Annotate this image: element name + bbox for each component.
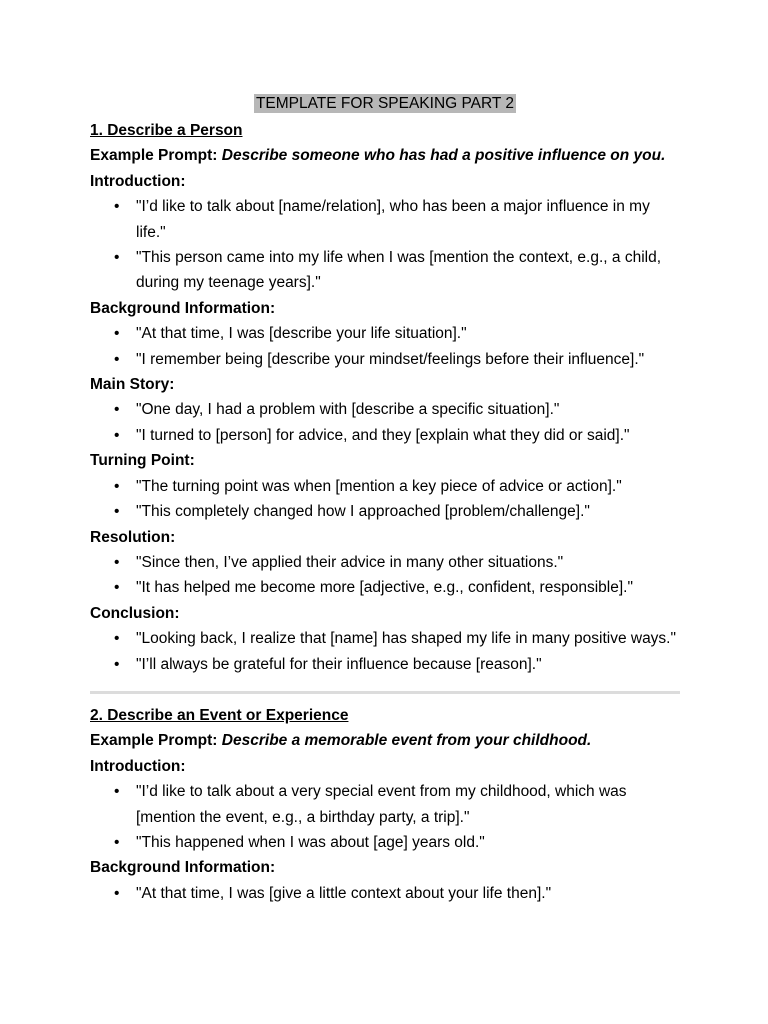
block-label-introduction: Introduction:: [90, 172, 186, 190]
bullet-list: [90, 626, 680, 677]
example-prompt: [90, 728, 680, 753]
list-item: • "The turning point was when [mention a key piece of advice or action].": [90, 474, 680, 499]
list-item: • "I’ll always be grateful for their influence because [reason].": [90, 652, 680, 677]
block-label-resolution: Resolution:: [90, 528, 176, 546]
block-label-background: Background Information:: [90, 299, 276, 317]
list-item: • "I remember being [describe your mindset/feelings before their influence].": [90, 347, 680, 372]
list-item: • "Looking back, I realize that [name] has shaped my life in many positive ways.": [90, 626, 680, 651]
document-page: [90, 93, 680, 906]
list-item: • "At that time, I was [give a little context about your life then].": [90, 881, 680, 906]
list-item: • "One day, I had a problem with [describe a specific situation].": [90, 397, 680, 422]
block-label-turning-point: Turning Point:: [90, 452, 195, 470]
prompt-label: Example Prompt:: [90, 147, 218, 165]
list-item: • "This happened when I was about [age] years old.": [90, 830, 680, 855]
example-prompt: [90, 143, 680, 168]
section-describe-person: [90, 118, 680, 677]
list-item: • "Since then, I’ve applied their advice in many other situations.": [90, 550, 680, 575]
block-label-background: Background Information:: [90, 859, 276, 877]
list-item: • "At that time, I was [describe your life situation].": [90, 321, 680, 346]
bullet-list: [90, 550, 680, 601]
section-heading: 1. Describe a Person: [90, 122, 243, 139]
bullet-list: [90, 194, 680, 296]
list-item: • "I’d like to talk about a very special event from my childhood, which was [mention the event, e.g., a birthday party, a trip].": [90, 779, 680, 830]
block-label-conclusion: Conclusion:: [90, 604, 180, 622]
document-title: TEMPLATE FOR SPEAKING PART 2: [255, 95, 515, 112]
section-describe-event: [90, 703, 680, 906]
prompt-text: Describe someone who has had a positive influence on you.: [221, 147, 666, 165]
bullet-list: [90, 474, 680, 525]
list-item: • "I turned to [person] for advice, and they [explain what they did or said].": [90, 423, 680, 448]
block-label-main-story: Main Story:: [90, 376, 175, 394]
prompt-text: Describe a memorable event from your childhood.: [221, 732, 592, 750]
list-item: • "This completely changed how I approached [problem/challenge].": [90, 499, 680, 524]
section-heading: 2. Describe an Event or Experience: [90, 706, 349, 724]
section-divider: [90, 691, 680, 694]
block-label-introduction: Introduction:: [90, 757, 186, 775]
bullet-list: [90, 779, 680, 855]
list-item: • "It has helped me become more [adjective, e.g., confident, responsible].": [90, 575, 680, 600]
prompt-label: Example Prompt:: [90, 732, 218, 750]
list-item: • "This person came into my life when I was [mention the context, e.g., a child, during my teenage years].": [90, 245, 680, 296]
bullet-list: [90, 321, 680, 372]
document-title-row: [90, 93, 680, 115]
list-item: • "I’d like to talk about [name/relation], who has been a major influence in my life.": [90, 194, 680, 245]
bullet-list: [90, 397, 680, 448]
bullet-list: [90, 881, 680, 906]
